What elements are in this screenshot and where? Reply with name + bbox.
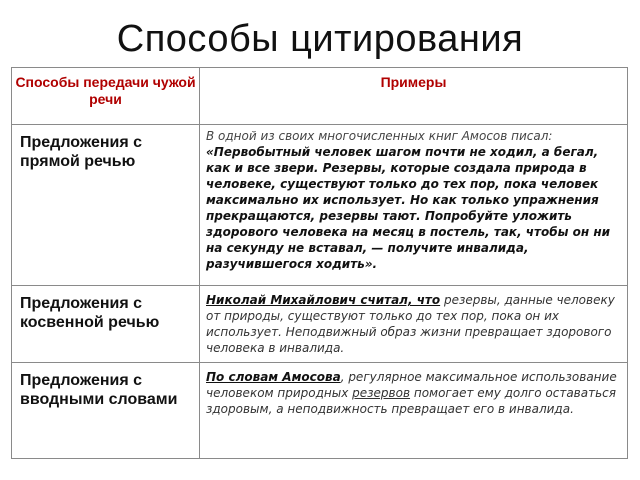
page-title: Способы цитирования bbox=[116, 18, 524, 60]
example-indirect-speech bbox=[200, 286, 628, 363]
header-methods: Способы передачи чужой речи bbox=[12, 68, 200, 125]
example-rest-b: помогает ему долго оставаться здоровым, а неподвижность превращает его в инвалида. bbox=[206, 386, 616, 416]
table-row bbox=[12, 125, 628, 286]
example-quote: «Первобытный человек шагом почти не ходил, а бегал, как и все звери. Резервы, которые создала природа в человеке, существуют только до тех пор, пока человек максимально их использует. Но как только упражнения прекращаются, резервы тают. Попробуйте уложить здорового человека на месяц в постель, так, чтобы он ни на секунду не вставал, — получите инвалида, разучившегося ходить». bbox=[206, 145, 611, 271]
citation-table bbox=[11, 67, 628, 459]
example-rest-a: , регулярное максимальное использование человеком природных bbox=[206, 370, 617, 400]
row-label-parenthetical: Предложения с вводными словами bbox=[12, 363, 200, 459]
header-examples: Примеры bbox=[200, 68, 628, 125]
example-rest: резервы, данные человеку от природы, существуют только до тех пор, пока он их использует. Неподвижный образ жизни превращает здорового человека в инвалида. bbox=[206, 293, 615, 355]
table-row bbox=[12, 363, 628, 459]
table-row bbox=[12, 286, 628, 363]
table-header-row bbox=[12, 68, 628, 125]
example-mid: резервов bbox=[352, 386, 411, 400]
example-intro: В одной из своих многочисленных книг Амосов писал: bbox=[206, 129, 553, 143]
example-parenthetical bbox=[200, 363, 628, 459]
row-label-indirect-speech: Предложения с косвенной речью bbox=[12, 286, 200, 363]
example-lead: По словам Амосова bbox=[206, 370, 341, 384]
row-label-direct-speech: Предложения с прямой речью bbox=[12, 125, 200, 286]
example-direct-speech bbox=[200, 125, 628, 286]
example-lead: Николай Михайлович считал, что bbox=[206, 293, 441, 307]
